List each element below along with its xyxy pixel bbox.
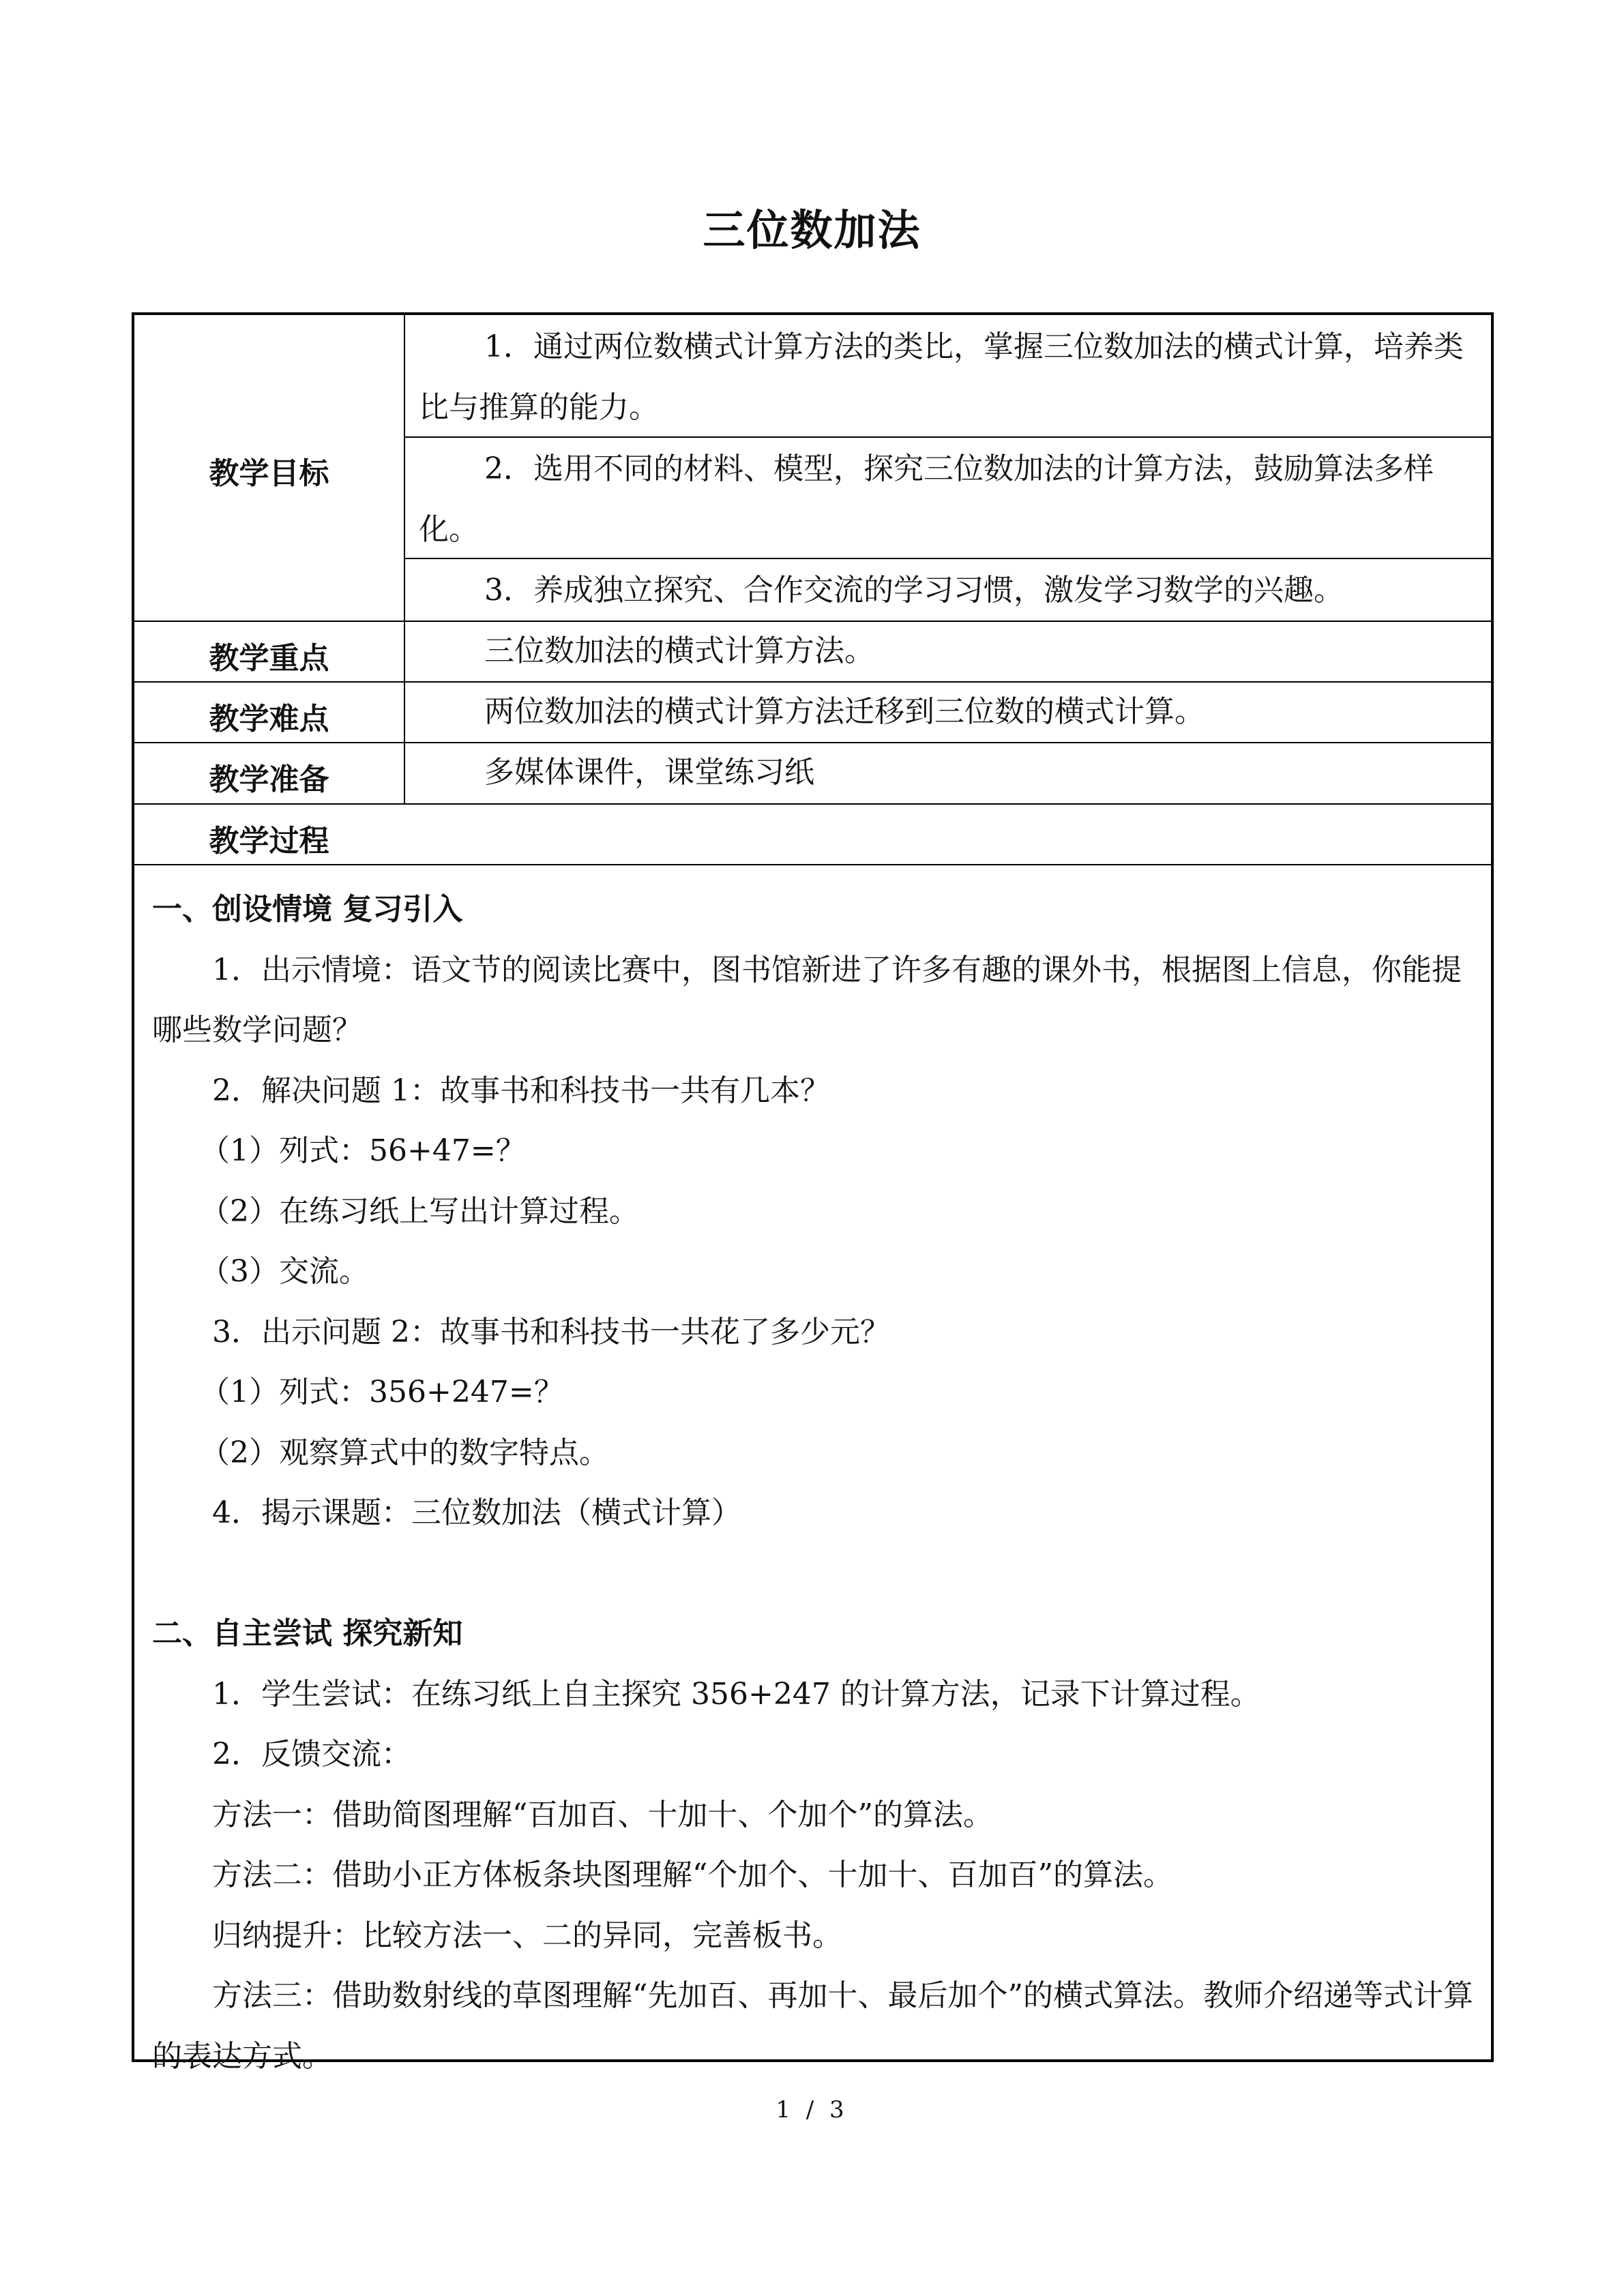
goal-item: 3．养成独立探究、合作交流的学习习惯，激发学习数学的兴趣。 (484, 573, 1344, 608)
paragraph: 2．解决问题 1：故事书和科技书一共有几本？ (212, 1073, 830, 1108)
page-title: 三位数加法 (703, 205, 921, 255)
row-divider (134, 864, 1494, 865)
paragraph: 归纳提升：比较方法一、二的异同，完善板书。 (212, 1918, 842, 1953)
section-heading: 二、自主尝试 探究新知 (152, 1616, 463, 1651)
row-divider (134, 803, 1494, 805)
key-point-label: 教学重点 (209, 641, 329, 676)
paragraph: 方法一：借助简图理解“百加百、十加十、个加个”的算法。 (212, 1797, 993, 1832)
difficulty-content: 两位数加法的横式计算方法迁移到三位数的横式计算。 (484, 694, 1205, 729)
lesson-plan-table (132, 312, 1494, 2074)
paragraph: （2）观察算式中的数字特点。 (200, 1435, 609, 1470)
paragraph: 1．出示情境：语文节的阅读比赛中，图书馆新进了许多有趣的课外书，根据图上信息，你能提哪些数学问题？ (152, 952, 1462, 1047)
paragraph: （3）交流。 (200, 1254, 369, 1289)
paragraph: （1）列式：56+47=？ (200, 1133, 526, 1168)
paragraph: 2．反馈交流： (212, 1737, 411, 1772)
paragraph: 3．出示问题 2：故事书和科技书一共花了多少元？ (212, 1314, 890, 1350)
section-heading: 一、创设情境 复习引入 (152, 892, 463, 927)
goal-item: 2．选用不同的材料、模型，探究三位数加法的计算方法，鼓励算法多样化。 (419, 451, 1434, 547)
paragraph: 4．揭示课题：三位数加法（横式计算） (212, 1495, 741, 1530)
paragraph: （2）在练习纸上写出计算过程。 (200, 1193, 639, 1229)
goal-item: 1．通过两位数横式计算方法的类比，掌握三位数加法的横式计算，培养类比与推算的能力。 (419, 329, 1464, 425)
paragraph: 方法三：借助数射线的草图理解“先加百、再加十、最后加个”的横式算法。教师介绍递等式计算的表达方式。 (152, 1978, 1473, 2074)
goals-label: 教学目标 (209, 456, 329, 491)
paragraph: 1．学生尝试：在练习纸上自主探究 356+247 的计算方法，记录下计算过程。 (212, 1676, 1260, 1712)
column-divider (404, 315, 405, 803)
key-point-content: 三位数加法的横式计算方法。 (484, 633, 874, 668)
paragraph: 方法二：借助小正方体板条块图理解“个加个、十加十、百加百”的算法。 (212, 1858, 1173, 1892)
preparation-label: 教学准备 (209, 762, 329, 797)
process-label: 教学过程 (209, 824, 329, 859)
preparation-content: 多媒体课件，课堂练习纸 (484, 755, 814, 790)
process-body (152, 880, 1479, 2087)
paragraph: （1）列式：356+247=？ (200, 1375, 564, 1410)
page-number: 1 / 3 (776, 2096, 848, 2123)
difficulty-label: 教学难点 (209, 702, 329, 736)
spacer (152, 1544, 1479, 1605)
